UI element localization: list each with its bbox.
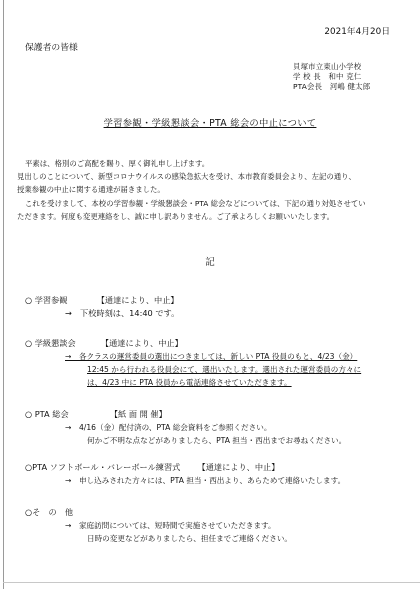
page-left-border [3,0,4,589]
item-status: 【通達により、中止】 [197,462,280,472]
item-pta-sokai [25,408,346,447]
item-status: 【通達により、中止】 [100,338,183,348]
item-pta-sports [25,461,345,487]
item-line: → 家庭訪問については、短時間で実施させていただきます。 [65,521,276,530]
item-gakushu-sankan [25,294,179,320]
intro-paragraph [17,157,402,223]
item-heading: ○PTA ソフトボール・バレーボール練習式 [25,462,181,472]
sender-principal: 学 校 長 和中 克仁 [293,72,362,81]
document-title: 学習参観・学級懇談会・PTA 総会の中止について [103,118,317,129]
item-sonota [25,506,292,545]
ki-heading: 記 [205,257,215,268]
item-heading: ○ 学級懇談会 [25,338,76,348]
page-bottom-border [3,582,420,583]
intro-line: ただきます。何度も変更連絡をし、誠に申し訳ありません。ご了承よろしくお願いいたします。 [17,211,335,221]
item-line: → 4/16（金）配付済の、PTA 総会資料をご参照ください。 [65,423,272,432]
item-line: → 各クラスの運営委員の選出につきましては、新しい PTA 役員のもと、4/23（金） [65,352,358,361]
addressee: 保護者の皆様 [25,43,78,53]
item-gakkyu-kondankai [25,337,361,389]
intro-line: これを受けまして、本校の学習参観・学級懇談会・PTA 総会などについては、下記の通り対処させてい [25,198,366,208]
item-line: 日時の変更などがありましたら、担任までご連絡ください。 [87,534,293,543]
item-line: → 下校時刻は、14:40 です。 [65,308,180,318]
item-line: は、4/23 中に PTA 役員から電話連絡させていただきます。 [87,378,292,387]
item-status: 【通達により、中止】 [96,295,179,305]
item-heading: ○ PTA 総会 [25,409,69,419]
sender-pta-president: PTA会長 河嶋 健太郎 [293,82,371,91]
item-heading: ○ 学習参観 [25,295,68,305]
item-line: 12:45 から行われる役員会にて、選出いたします。選出された運営委員の方々に [87,365,362,374]
item-heading: ○そ の 他 [25,507,74,517]
document-date: 2021年4月20日 [324,27,390,37]
intro-line: 平素は、格別のご高配を賜り、厚く御礼申し上げます。 [25,159,210,168]
intro-line: 見出しのことについて、新型コロナウイルスの感染急拡大を受け、本市教育委員会より、左記の通り、 [17,172,356,182]
intro-line: 授業参観の中止に関する通達が届きました。 [17,185,165,195]
sender-school: 貝塚市立東山小学校 [293,62,362,71]
item-status: 【紙 面 開 催】 [109,409,167,419]
item-line: 何かご不明な点などがありましたら、PTA 担当・西出までお尋ねください。 [87,436,347,445]
item-line: → 申し込みされた方々には、PTA 担当・西出より、あらためて連絡いたします。 [65,476,346,485]
sender-block [293,62,370,92]
